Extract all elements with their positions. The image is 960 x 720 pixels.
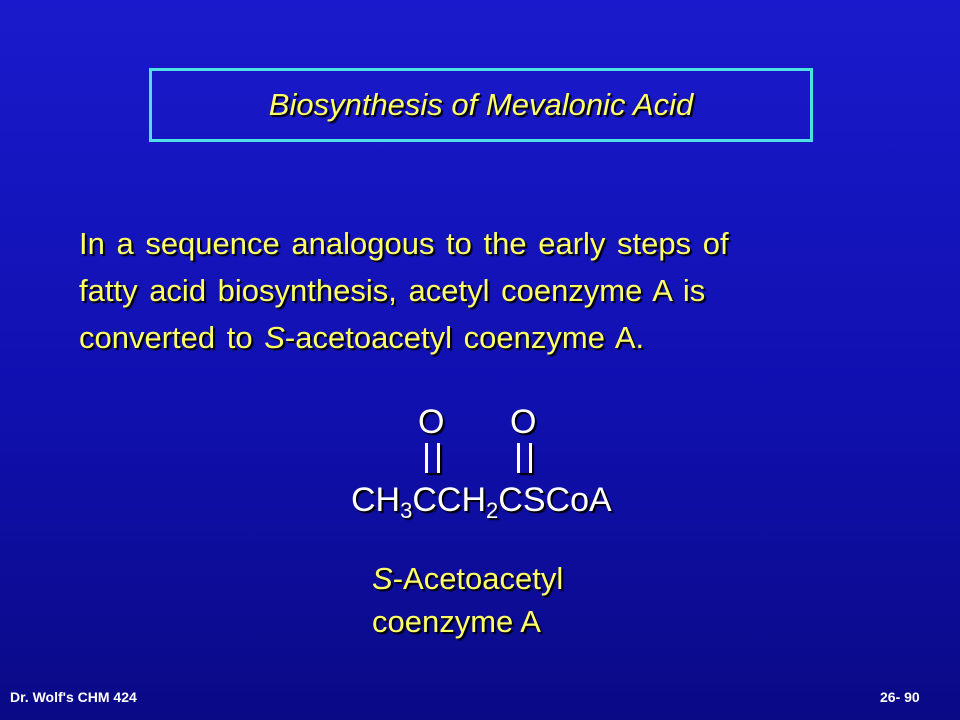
formula-cch: CCH <box>412 481 487 519</box>
structure-caption <box>372 557 563 643</box>
caption-line-2: coenzyme A <box>372 604 541 639</box>
footer-course: Dr. Wolf's CHM 424 <box>10 689 137 705</box>
formula-subscript-3: 3 <box>400 498 413 523</box>
oxygen-atom-2: O <box>510 403 537 441</box>
double-bond-1 <box>425 443 440 473</box>
title-box <box>149 68 813 142</box>
body-line-3-italic: S <box>264 320 285 355</box>
footer-page-number: 26- 90 <box>880 689 920 705</box>
formula-ch: CH <box>351 481 401 519</box>
structural-formula <box>351 480 612 523</box>
body-line-1: In a sequence analogous to the early steps of <box>79 226 729 261</box>
body-line-2: fatty acid biosynthesis, acetyl coenzyme A is <box>79 273 706 308</box>
body-line-3-end: -acetoacetyl coenzyme A. <box>284 320 645 355</box>
caption-line-1 <box>372 557 563 600</box>
slide-title: Biosynthesis of Mevalonic Acid <box>268 87 694 122</box>
body-line-3-start: converted to <box>79 320 265 355</box>
caption-line-1-rest: -Acetoacetyl <box>392 561 564 596</box>
formula-subscript-2: 2 <box>486 498 499 523</box>
body-paragraph <box>79 220 899 361</box>
body-line-3 <box>79 314 899 361</box>
oxygen-atom-1: O <box>418 403 445 441</box>
caption-italic: S <box>372 561 393 596</box>
formula-cscoa: CSCoA <box>498 481 612 519</box>
double-bond-2 <box>517 443 532 473</box>
